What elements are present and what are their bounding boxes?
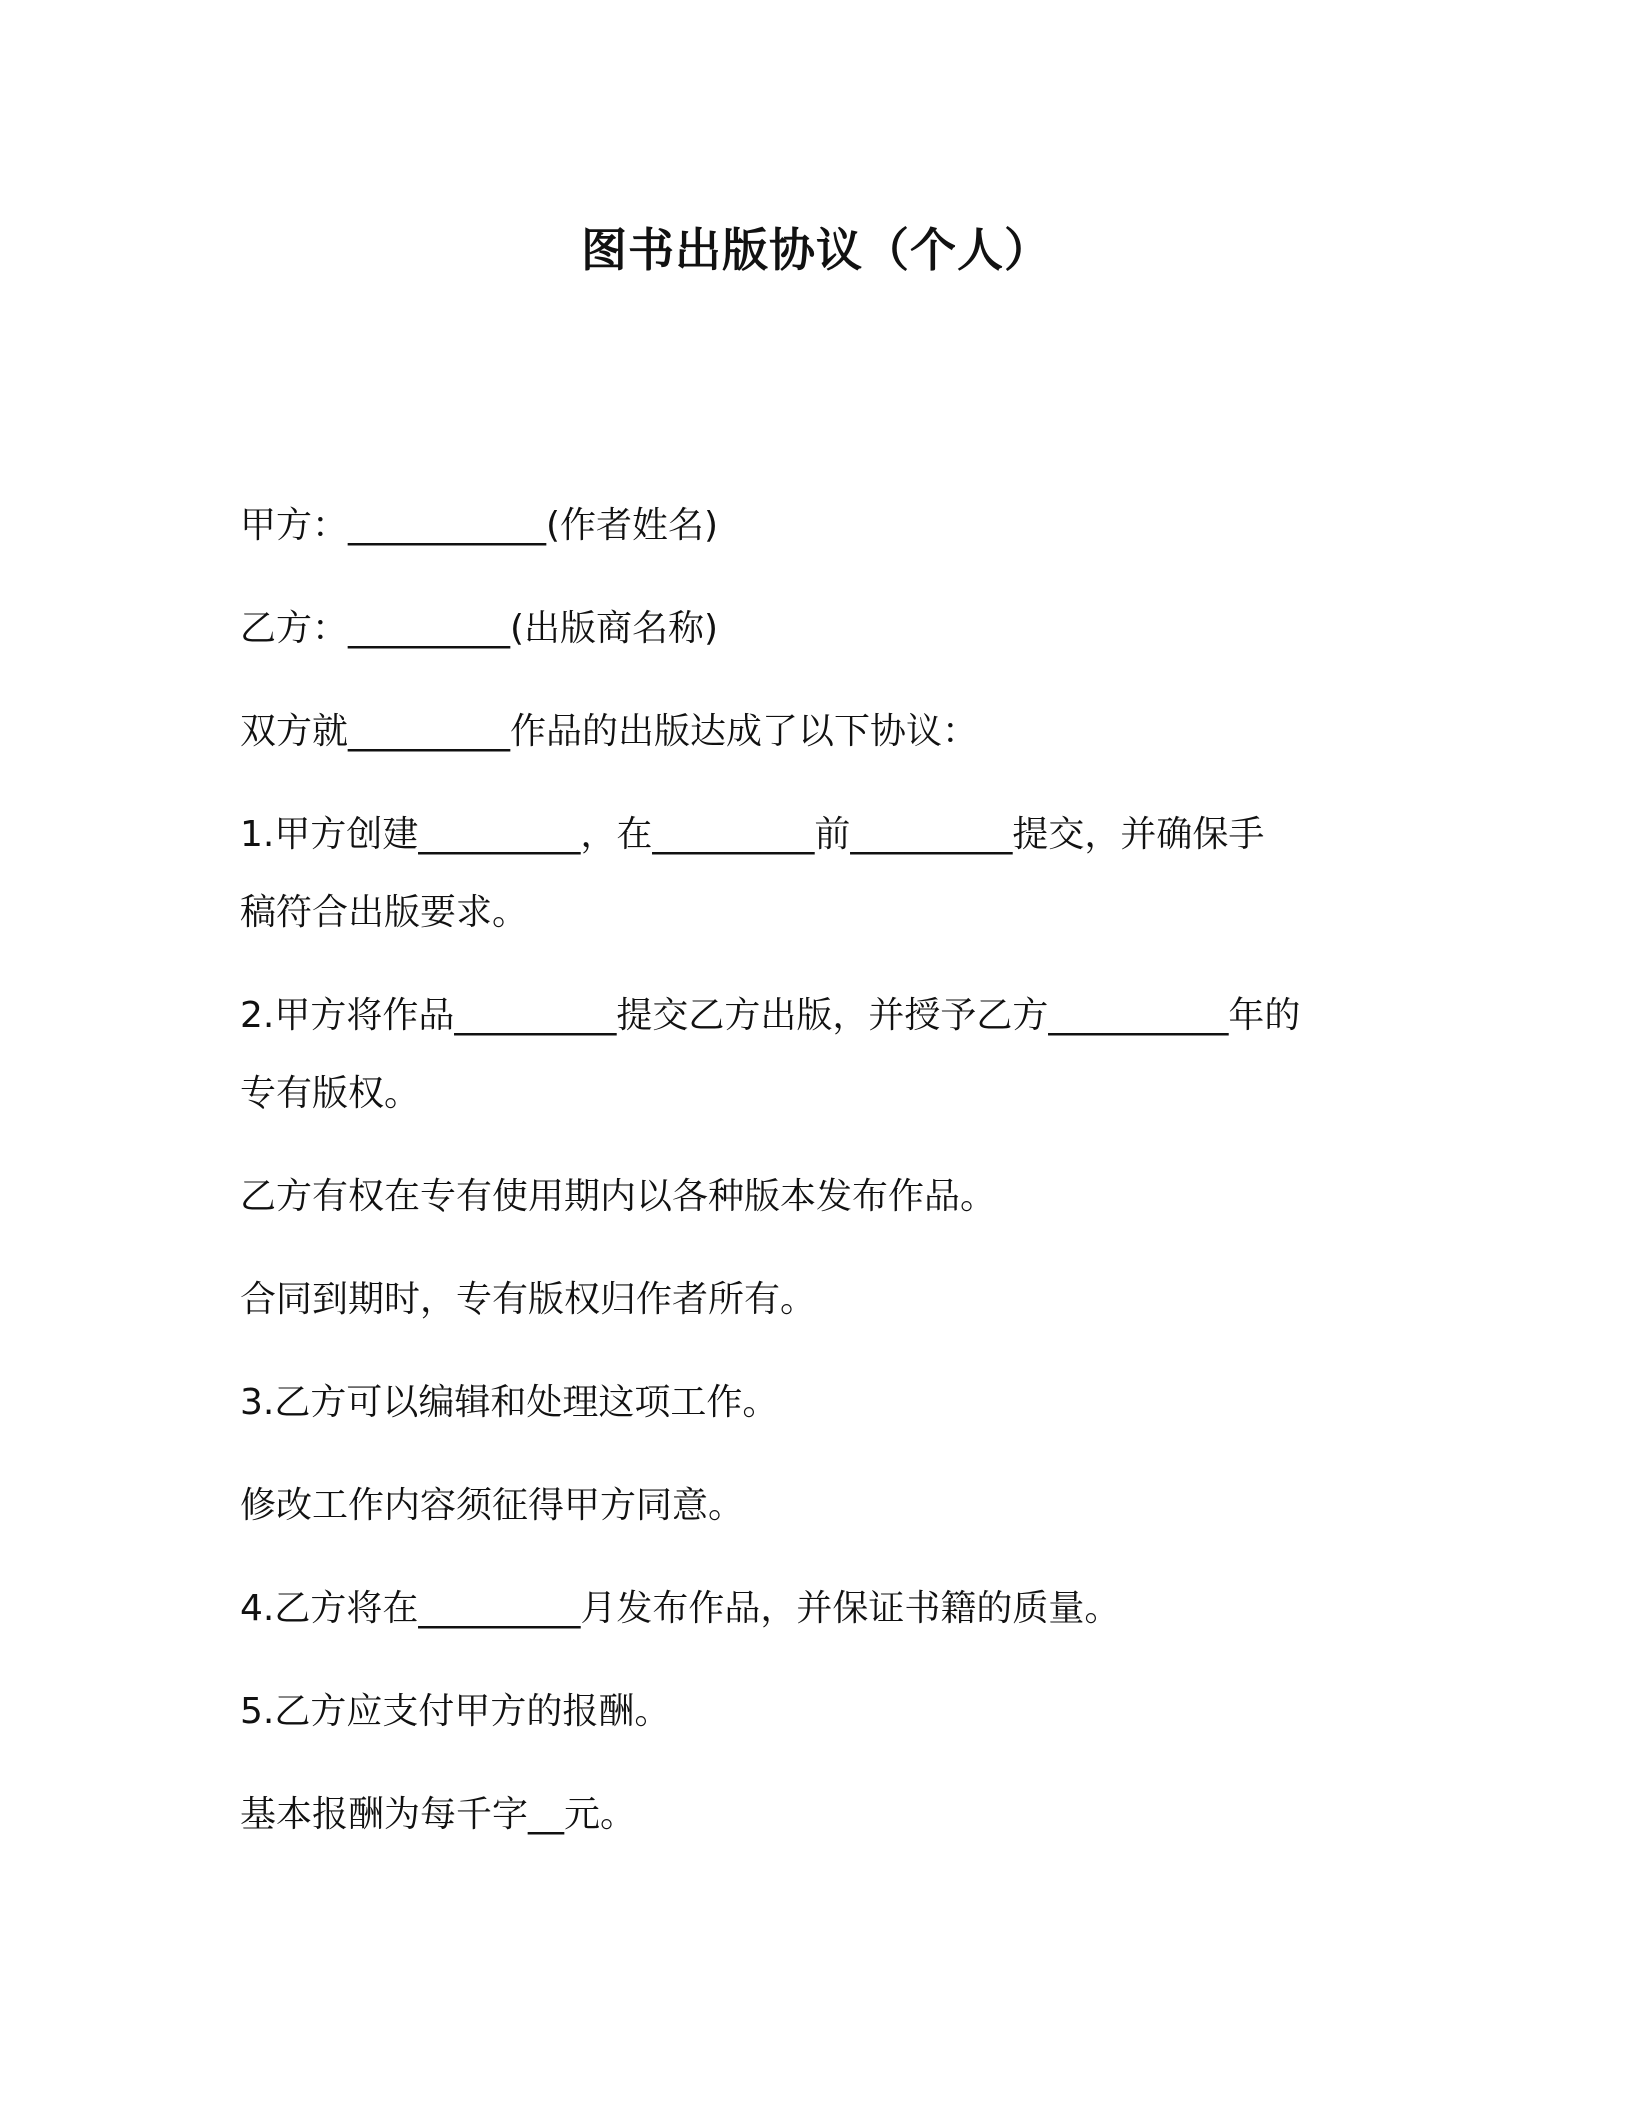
clause-1-text-1: 1.甲方创建_________，在_________前_________提交，并确保手	[240, 814, 1265, 855]
basic-remuneration-line	[240, 1776, 1400, 1854]
clause-5-line	[240, 1673, 1400, 1751]
clause-5-text: 5.乙方应支付甲方的报酬。	[240, 1691, 671, 1732]
clause-3-text: 3.乙方可以编辑和处理这项工作。	[240, 1382, 779, 1423]
document-title: 图书出版协议（个人）	[581, 223, 1051, 277]
publication-rights-line	[240, 1158, 1400, 1236]
agreement-intro-text: 双方就_________作品的出版达成了以下协议：	[240, 711, 979, 752]
clause-4-line	[240, 1570, 1400, 1648]
modification-consent-text: 修改工作内容须征得甲方同意。	[240, 1485, 745, 1526]
clause-2-text-1: 2.甲方将作品_________提交乙方出版，并授予乙方__________年的	[240, 995, 1301, 1036]
clause-2-line-2	[240, 1055, 1400, 1133]
agreement-intro	[240, 693, 1400, 771]
clause-2-text-2: 专有版权。	[240, 1073, 421, 1114]
party-b-text: 乙方：_________(出版商名称)	[240, 608, 719, 649]
party-a-text: 甲方：___________(作者姓名)	[240, 505, 719, 546]
clause-4-text: 4.乙方将在_________月发布作品，并保证书籍的质量。	[240, 1588, 1121, 1629]
clause-1-line-1	[240, 796, 1400, 874]
basic-remuneration-text: 基本报酬为每千字__元。	[240, 1794, 637, 1835]
clause-3-line	[240, 1364, 1400, 1442]
modification-consent-line	[240, 1467, 1400, 1545]
clause-1-text-2: 稿符合出版要求。	[240, 892, 529, 933]
party-b-line	[240, 590, 1400, 668]
party-a-line	[240, 487, 1400, 565]
clause-2-line-1	[240, 977, 1400, 1055]
publication-rights-text: 乙方有权在专有使用期内以各种版本发布作品。	[240, 1176, 997, 1217]
copyright-expiry-line	[240, 1261, 1400, 1339]
clause-1-line-2	[240, 874, 1400, 952]
copyright-expiry-text: 合同到期时，专有版权归作者所有。	[240, 1279, 817, 1320]
